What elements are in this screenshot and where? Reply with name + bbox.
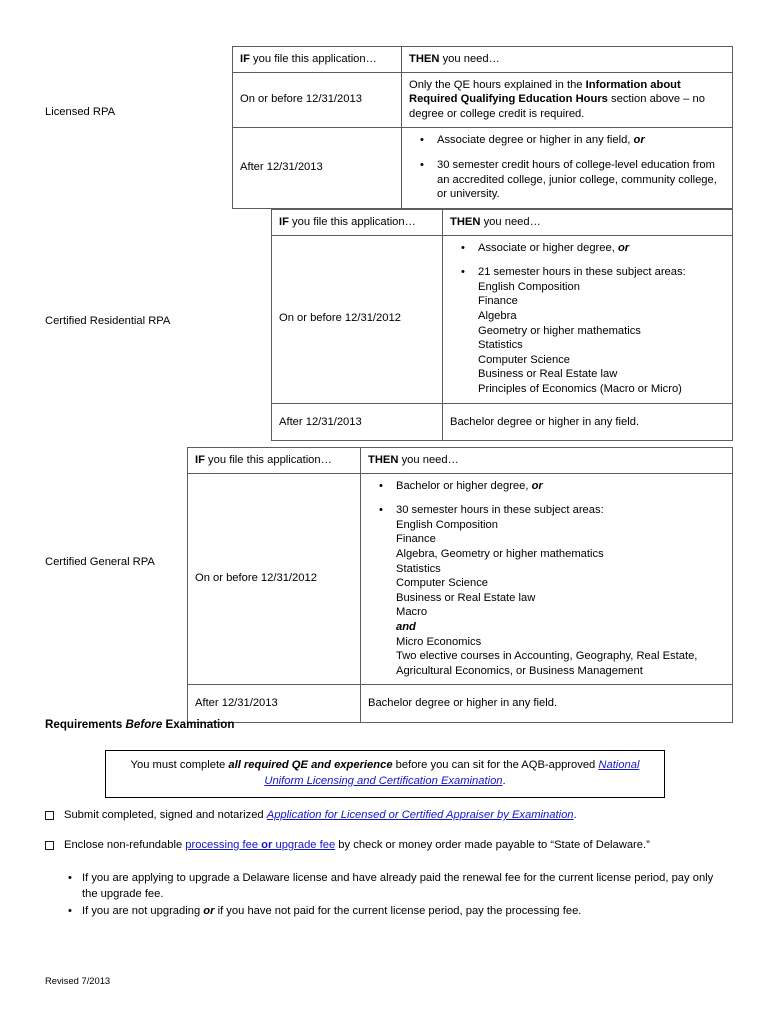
link-fee-or[interactable]: or bbox=[258, 839, 276, 851]
subject-item: Finance bbox=[478, 295, 518, 308]
checklist-text bbox=[45, 838, 725, 854]
table-row bbox=[188, 473, 733, 685]
cell-if-header bbox=[233, 47, 402, 73]
subject-item: Business or Real Estate law bbox=[478, 368, 618, 381]
then-label: THEN bbox=[450, 216, 481, 228]
subject-list bbox=[396, 518, 725, 679]
cell-then-header bbox=[361, 448, 733, 474]
table-certified-residential-rpa bbox=[271, 209, 733, 441]
heading-post: Examination bbox=[162, 718, 235, 731]
heading-pre: Requirements bbox=[45, 718, 126, 731]
if-label: IF bbox=[279, 216, 289, 228]
subject-item: Geometry or higher mathematics bbox=[478, 324, 641, 337]
bullet-emphasis: or bbox=[531, 479, 543, 492]
check2-post: by check or money order made payable to “State of Delaware.” bbox=[335, 839, 650, 851]
checklist-item-submit-application[interactable] bbox=[45, 808, 735, 824]
list-item bbox=[64, 904, 724, 920]
cell-if-value: After 12/31/2013 bbox=[233, 128, 402, 208]
row-label-certified-general-rpa: Certified General RPA bbox=[45, 556, 155, 568]
if-label: IF bbox=[195, 454, 205, 466]
table-row bbox=[188, 685, 733, 723]
macro-pre: Macro bbox=[396, 606, 428, 619]
link-application-for-appraiser[interactable]: Application for Licensed or Certified Appraiser by Examination bbox=[266, 809, 574, 821]
cell-if-value: On or before 12/31/2012 bbox=[188, 473, 361, 685]
bullet-text: Associate or higher degree, bbox=[478, 241, 618, 254]
if-label-rest: you file this application… bbox=[288, 216, 416, 228]
subject-item: English Composition bbox=[478, 280, 580, 293]
bullet-intro: 21 semester hours in these subject areas: bbox=[478, 266, 686, 279]
checkbox-submit-application[interactable] bbox=[45, 811, 54, 820]
cell-if-value: After 12/31/2013 bbox=[272, 403, 443, 441]
if-label-rest: you file this application… bbox=[249, 53, 377, 65]
table-row bbox=[272, 210, 733, 236]
table-row bbox=[188, 448, 733, 474]
table-row bbox=[233, 72, 733, 128]
check2-pre: Enclose non-refundable bbox=[64, 839, 186, 851]
cell-if-value: On or before 12/31/2012 bbox=[272, 235, 443, 403]
subject-item: Computer Science bbox=[396, 577, 489, 590]
bullet1-emphasis: or bbox=[203, 905, 215, 918]
subject-item: Computer Science bbox=[478, 353, 571, 366]
requirement-bullet-list bbox=[450, 241, 725, 397]
bullet-text: Associate degree or higher in any field, bbox=[437, 134, 634, 147]
cell-then-value bbox=[361, 473, 733, 685]
callout-box-exam-notice bbox=[105, 750, 665, 798]
link-national-uniform-exam[interactable]: National Uniform Licensing and Certification Examination bbox=[264, 759, 640, 787]
heading-emphasis: Before bbox=[125, 718, 163, 731]
then-text-pre: Only the QE hours explained in the bbox=[409, 78, 586, 91]
cell-then-value bbox=[443, 235, 733, 403]
subject-item: Algebra, Geometry or higher mathematics bbox=[396, 547, 604, 560]
macro-post: Micro Economics bbox=[396, 635, 482, 648]
subject-item-macro-micro bbox=[396, 605, 725, 649]
callout-emphasis: all required QE and experience bbox=[228, 759, 393, 771]
cell-then-value: Bachelor degree or higher in any field. bbox=[361, 685, 733, 723]
table-row bbox=[233, 47, 733, 73]
list-item bbox=[396, 479, 725, 494]
check1-post: . bbox=[573, 809, 577, 821]
bullet1-post: if you have not paid for the current license period, pay the processing fee. bbox=[214, 905, 582, 918]
checklist-text bbox=[45, 808, 735, 824]
then-text-bold: Information about Required Qualifying Education Hours bbox=[409, 78, 681, 106]
cell-if-value: After 12/31/2013 bbox=[188, 685, 361, 723]
list-item bbox=[396, 503, 725, 678]
subject-item-elective: Two elective courses in Accounting, Geography, Real Estate, Agricultural Economics, or Business Management bbox=[396, 650, 698, 677]
subject-item: Principles of Economics (Macro or Micro) bbox=[478, 382, 682, 395]
callout-pre: You must complete bbox=[130, 759, 229, 771]
checklist-item-enclose-fee[interactable] bbox=[45, 838, 725, 854]
callout-post: . bbox=[502, 774, 506, 787]
cell-if-header bbox=[188, 448, 361, 474]
cell-then-header bbox=[402, 47, 733, 73]
subject-item: Finance bbox=[396, 533, 436, 546]
table-certified-general-rpa bbox=[187, 447, 733, 723]
bullet-emphasis: or bbox=[633, 134, 645, 147]
row-label-certified-residential-rpa: Certified Residential RPA bbox=[45, 315, 171, 327]
bullet0-pre: If you are applying to upgrade a Delaware license and have already paid the renewal fee for the current license period, pay only the upgrade fee. bbox=[82, 872, 714, 900]
subject-item: Statistics bbox=[396, 562, 441, 575]
footer-revised-date: Revised 7/2013 bbox=[45, 975, 111, 986]
row-label-licensed-rpa: Licensed RPA bbox=[45, 106, 116, 118]
subject-item: Statistics bbox=[478, 339, 523, 352]
cell-then-value: Bachelor degree or higher in any field. bbox=[443, 403, 733, 441]
list-item bbox=[437, 133, 725, 148]
then-text-post: section above – no degree or college credit is required. bbox=[409, 93, 705, 120]
table-row bbox=[233, 128, 733, 208]
requirement-bullet-list bbox=[409, 133, 725, 201]
bullet-intro: 30 semester hours in these subject areas: bbox=[396, 504, 604, 517]
link-processing-fee[interactable]: processing fee bbox=[185, 839, 259, 851]
list-item bbox=[478, 265, 725, 396]
if-label: IF bbox=[240, 53, 250, 65]
list-item bbox=[64, 871, 724, 902]
subject-item: Business or Real Estate law bbox=[396, 591, 536, 604]
list-item: • 30 semester credit hours of college-level education from an accredited college, junior college, community college, or university. bbox=[437, 158, 725, 202]
check1-pre: Submit completed, signed and notarized bbox=[64, 809, 267, 821]
cell-then-value bbox=[402, 128, 733, 208]
then-label: THEN bbox=[409, 53, 440, 65]
subject-item: Algebra bbox=[478, 309, 517, 322]
bullet-emphasis: or bbox=[617, 241, 630, 254]
if-label-rest: you file this application… bbox=[204, 454, 332, 466]
cell-then-header bbox=[443, 210, 733, 236]
page-title-requirements bbox=[45, 718, 234, 731]
macro-emphasis: and bbox=[396, 620, 416, 633]
cell-if-value: On or before 12/31/2013 bbox=[233, 72, 402, 128]
bullet1-pre: If you are not upgrading bbox=[82, 905, 204, 918]
list-item bbox=[478, 241, 725, 256]
requirement-bullet-list bbox=[368, 479, 725, 679]
table-licensed-rpa bbox=[232, 46, 733, 209]
cell-if-header bbox=[272, 210, 443, 236]
then-label-rest: you need… bbox=[439, 53, 500, 65]
subject-item: English Composition bbox=[396, 518, 498, 531]
callout-mid: before you can sit for the AQB-approved bbox=[392, 759, 599, 771]
fee-notes-bullet-list bbox=[64, 871, 724, 922]
link-upgrade-fee[interactable]: upgrade fee bbox=[275, 839, 336, 851]
then-label-rest: you need… bbox=[398, 454, 459, 466]
subject-list bbox=[478, 280, 725, 397]
checkbox-enclose-fee[interactable] bbox=[45, 841, 54, 850]
table-row bbox=[272, 235, 733, 403]
then-label: THEN bbox=[368, 454, 399, 466]
table-row bbox=[272, 403, 733, 441]
then-label-rest: you need… bbox=[480, 216, 541, 228]
cell-then-value bbox=[402, 72, 733, 128]
bullet-text: Bachelor or higher degree, bbox=[396, 479, 532, 492]
